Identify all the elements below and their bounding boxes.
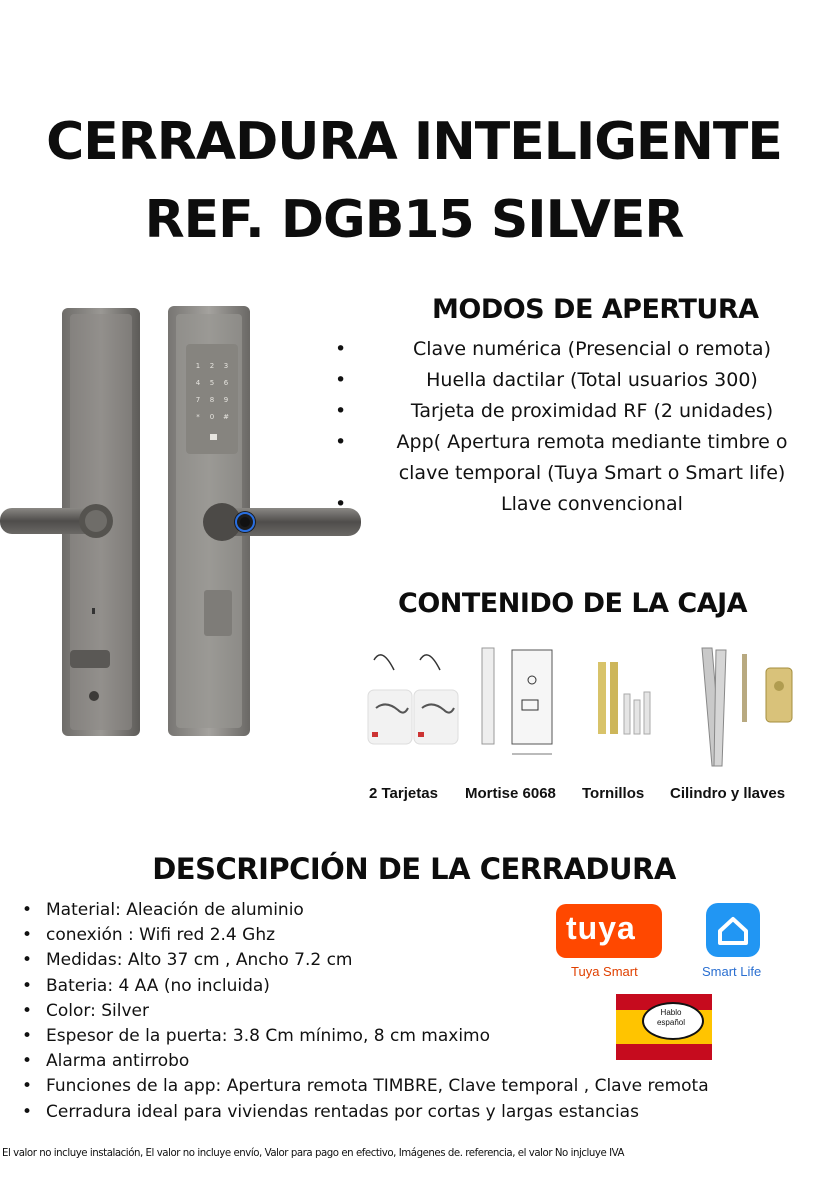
list-item: • Alarma antirrobo [22,1051,190,1072]
keypad-digit: * [196,413,200,421]
box-heading: CONTENIDO DE LA CAJA [398,588,748,619]
keypad-digit: 2 [209,362,215,370]
keypad-digit: 1 [195,362,201,370]
list-item: • Bateria: 4 AA (no incluida) [22,975,270,996]
screws-icon [598,662,650,734]
list-item: • Espesor de la puerta: 3.8 Cm mínimo, 8 cm maximo [22,1026,491,1047]
keypad-digit: 0 [209,413,215,421]
keypad-digit: 4 [195,379,201,387]
list-item: • Color: Silver [22,1000,149,1021]
lock-icon [210,434,217,440]
keypad-digit: 3 [223,362,229,370]
description-heading: DESCRIPCIÓN DE LA CERRADURA [152,852,676,886]
list-item: • Clave numérica (Presencial o remota) [335,338,771,360]
box-item-label: Mortise 6068 [465,785,556,802]
footer-disclaimer: El valor no incluye instalación, El valor no incluye envío, Valor para pago en efectivo, Imágenes de. referencia, el valor No injcluye IVA [2,1148,625,1159]
keypad-digit: 6 [223,379,229,387]
house-icon [706,903,760,957]
modes-heading: MODOS DE APERTURA [432,294,759,325]
list-item: • conexión : Wifi red 2.4 Ghz [22,925,276,946]
cylinder-and-keys-icon [702,648,792,766]
tuya-logo-text: tuya [566,910,636,946]
keypad-digit: 5 [209,379,215,387]
list-item: • Llave convencional [335,493,683,515]
box-item-label: Tornillos [582,785,645,802]
box-contents-images [362,640,822,768]
mortise-icon [482,648,552,754]
tuya-logo [556,904,662,958]
box-item-label: Cilindro y llaves [670,785,786,802]
list-item: • Medidas: Alto 37 cm , Ancho 7.2 cm [22,950,353,971]
spanish-flag-icon [616,994,712,1060]
list-item: • Material: Aleación de aluminio [22,900,304,920]
rf-card-icon [368,655,458,744]
list-item-continuation: clave temporal (Tuya Smart o Smart life) [398,462,786,484]
list-item: • Funciones de la app: Apertura remota TIMBRE, Clave temporal , Clave remota [22,1076,709,1097]
keypad-digit: 7 [195,396,201,404]
page-title-line-1: CERRADURA INTELIGENTE [46,112,782,172]
list-item: • Cerradura ideal para viviendas rentadas por cortas y largas estancias [22,1101,639,1122]
page-title-line-2: REF. DGB15 SILVER [144,190,684,250]
keypad-digit: 8 [209,396,215,404]
key-cover [204,590,232,636]
keypad-digit: # [223,413,229,421]
list-item: • Tarjeta de proximidad RF (2 unidades) [335,400,774,422]
modes-list [335,334,825,520]
flag-bubble-text: Hablo español [656,1008,686,1027]
smart-life-logo [706,903,760,957]
tuya-label: Tuya Smart [571,964,638,979]
keypad-digit: 9 [223,396,229,404]
list-item: • App( Apertura remota mediante timbre o [335,431,788,453]
box-item-label: 2 Tarjetas [369,785,438,802]
thumb-turn [70,650,110,668]
smart-life-label: Smart Life [702,964,762,979]
smart-lock-image [0,300,370,745]
list-item: • Huella dactilar (Total usuarios 300) [335,369,758,391]
